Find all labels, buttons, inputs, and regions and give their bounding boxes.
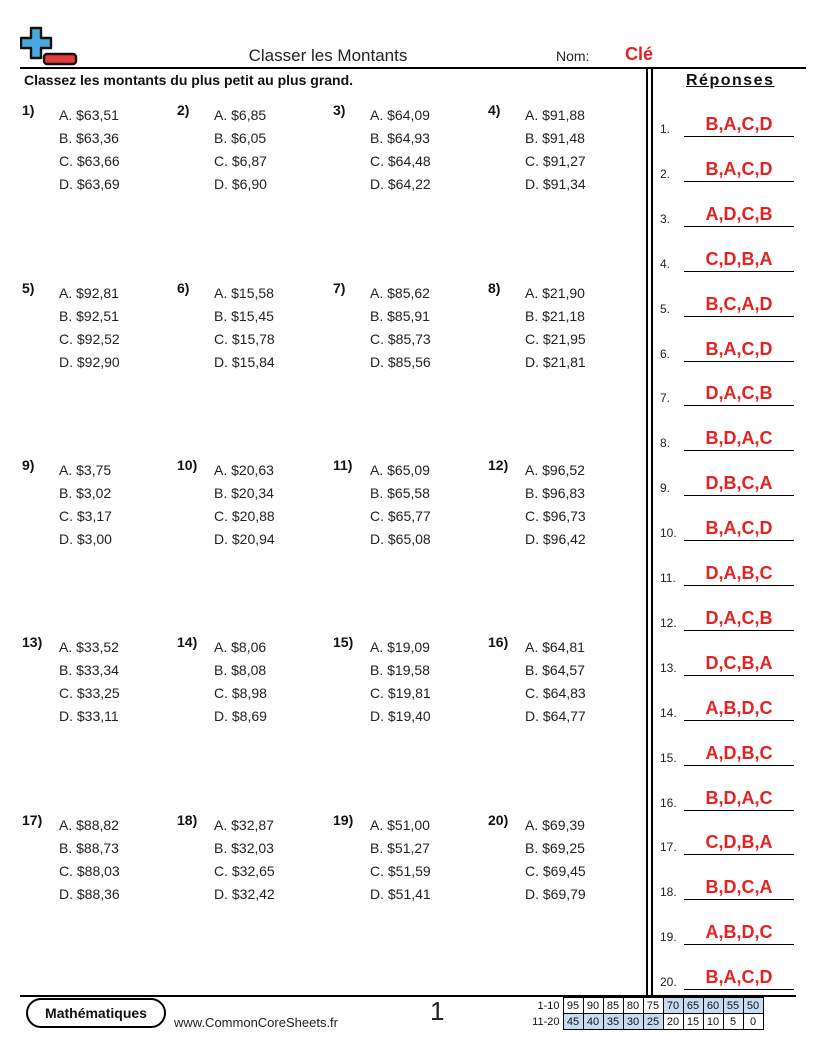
score-cell: 30	[623, 1014, 643, 1030]
problem-option: D. $21,81	[525, 354, 586, 370]
problem-option: A. $64,09	[370, 107, 430, 123]
answer-value: A,D,B,C	[705, 742, 773, 763]
answer-row	[660, 244, 794, 274]
problem-option: C. $8,98	[214, 685, 267, 701]
answer-number: 4.	[660, 256, 671, 271]
column-divider	[646, 67, 648, 995]
answer-line	[684, 944, 794, 945]
problem-option: C. $6,87	[214, 153, 267, 169]
answer-line	[684, 450, 794, 451]
problem-option: C. $65,77	[370, 508, 431, 524]
subject-badge: Mathématiques	[26, 998, 166, 1028]
page-number: 1	[430, 996, 445, 1026]
score-cell: 85	[603, 998, 623, 1014]
problem-number: 19)	[333, 812, 354, 828]
answer-line	[684, 854, 794, 855]
problem	[333, 457, 483, 557]
answer-value: B,D,A,C	[705, 787, 773, 808]
answer-line	[684, 720, 794, 721]
answer-row	[660, 603, 794, 633]
answer-number: 15.	[660, 750, 677, 765]
problem-option: D. $33,11	[59, 708, 119, 724]
score-cell: 15	[683, 1014, 703, 1030]
answer-row	[660, 423, 794, 453]
score-cell: 20	[663, 1014, 683, 1030]
problem-number: 15)	[333, 634, 354, 650]
problem-option: D. $92,90	[59, 354, 120, 370]
answer-value: A,B,D,C	[705, 922, 773, 943]
answer-value: D,C,B,A	[705, 652, 773, 673]
problem-option: D. $20,94	[214, 531, 275, 547]
problem-option: A. $64,81	[525, 639, 585, 655]
problem-option: D. $69,79	[525, 886, 586, 902]
problem-option: B. $19,58	[370, 662, 430, 678]
answer-number: 5.	[660, 301, 671, 316]
answer-value: D,A,B,C	[705, 563, 773, 583]
answer-row	[660, 289, 794, 319]
problem-option: B. $33,34	[59, 662, 119, 678]
score-table	[529, 997, 764, 1030]
problem	[177, 812, 327, 912]
answer-line	[684, 585, 794, 586]
answer-line	[684, 630, 794, 631]
header-divider	[20, 67, 806, 69]
score-cell: 0	[743, 1014, 763, 1030]
problem-option: C. $33,25	[59, 685, 120, 701]
answer-number: 10.	[660, 526, 677, 541]
answer-line	[684, 271, 794, 272]
answer-row	[660, 513, 794, 543]
problem-option: A. $51,00	[370, 817, 430, 833]
answer-number: 11.	[660, 571, 676, 585]
answer-line	[684, 316, 794, 317]
score-cell: 65	[683, 998, 703, 1014]
problem-option: A. $88,82	[59, 817, 119, 833]
problem-option: C. $15,78	[214, 331, 275, 347]
problem-option: B. $88,73	[59, 840, 119, 856]
problem-option: A. $19,09	[370, 639, 430, 655]
problem	[177, 457, 327, 557]
problem-number: 1)	[22, 102, 35, 118]
problem-option: A. $21,90	[525, 285, 585, 301]
problem-option: C. $88,03	[59, 863, 120, 879]
answer-line	[684, 989, 794, 990]
score-cell: 50	[743, 998, 763, 1014]
problem-option: D. $63,69	[59, 176, 120, 192]
answer-line	[684, 495, 794, 496]
score-cell: 55	[723, 998, 743, 1014]
problem-option: C. $51,59	[370, 863, 431, 879]
answer-value: B,C,A,D	[705, 293, 773, 314]
name-label: Nom:	[556, 48, 590, 64]
problem-option: B. $21,18	[525, 308, 585, 324]
problem	[333, 634, 483, 734]
problem	[22, 280, 172, 380]
answer-line	[684, 226, 794, 227]
plus-minus-logo-icon	[20, 24, 80, 68]
score-row-label: 11-20	[532, 1015, 560, 1028]
problem	[333, 812, 483, 912]
problem-option: D. $51,41	[370, 886, 431, 902]
problem-option: B. $20,34	[214, 485, 274, 501]
problem-option: B. $69,25	[525, 840, 585, 856]
problem-option: A. $91,88	[525, 107, 585, 123]
problem-option: C. $21,95	[525, 331, 586, 347]
score-cell: 40	[583, 1014, 603, 1030]
problem-option: B. $8,08	[214, 662, 267, 678]
answer-value: D,A,C,B	[705, 383, 773, 404]
problem	[488, 280, 638, 380]
answer-number: 6.	[660, 346, 671, 361]
answer-value: C,D,B,A	[705, 248, 773, 269]
answer-line	[684, 181, 794, 182]
problem-option: B. $65,58	[370, 485, 430, 501]
problem-number: 11)	[333, 457, 353, 473]
answer-number: 12.	[660, 615, 677, 630]
problem-number: 7)	[333, 280, 346, 296]
answer-row	[660, 154, 794, 184]
problem-option: A. $96,52	[525, 462, 585, 478]
problem-option: D. $85,56	[370, 354, 431, 370]
problem-option: C. $20,88	[214, 508, 275, 524]
problem-number: 9)	[22, 457, 35, 473]
score-cell: 10	[703, 1014, 723, 1030]
problem-option: D. $8,69	[214, 708, 267, 724]
problem	[488, 457, 638, 557]
problem-option: D. $6,90	[214, 176, 267, 192]
answer-row	[660, 334, 794, 364]
problem-option: B. $15,45	[214, 308, 274, 324]
problem-option: C. $91,27	[525, 153, 586, 169]
problem-option: D. $32,42	[214, 886, 275, 902]
problem	[333, 102, 483, 202]
answer-row	[660, 872, 794, 902]
answer-number: 2.	[660, 166, 671, 181]
answer-row	[660, 468, 794, 498]
problem-number: 18)	[177, 812, 198, 828]
problem-option: B. $51,27	[370, 840, 430, 856]
answer-number: 8.	[660, 436, 671, 451]
score-cell: 60	[703, 998, 723, 1014]
answer-number: 20.	[660, 975, 677, 990]
name-value: Clé	[625, 44, 654, 64]
problem-option: A. $15,58	[214, 285, 274, 301]
problem-option: B. $64,93	[370, 130, 430, 146]
problem-number: 16)	[488, 634, 509, 650]
answer-value: B,A,C,D	[705, 338, 773, 359]
problem	[22, 102, 172, 202]
problem-option: D. $64,77	[525, 708, 586, 724]
problem-option: B. $63,36	[59, 130, 119, 146]
answer-row	[660, 693, 794, 723]
problem-number: 2)	[177, 102, 190, 118]
answer-line	[684, 899, 794, 900]
problem-number: 8)	[488, 280, 501, 296]
problem-option: B. $91,48	[525, 130, 585, 146]
problem-number: 12)	[488, 457, 509, 473]
answer-line	[684, 405, 794, 406]
problem	[488, 812, 638, 912]
problem-option: B. $64,57	[525, 662, 585, 678]
problem	[177, 634, 327, 734]
problem-option: A. $8,06	[214, 639, 267, 655]
answer-row	[660, 738, 794, 768]
score-cell: 5	[723, 1014, 743, 1030]
score-cell: 90	[583, 998, 603, 1014]
answer-number: 13.	[660, 660, 677, 675]
answer-row	[660, 962, 794, 992]
problem-option: B. $6,05	[214, 130, 267, 146]
problem-option: B. $96,83	[525, 485, 585, 501]
answer-number: 3.	[660, 211, 671, 226]
problem-option: D. $88,36	[59, 886, 120, 902]
answer-value: D,A,C,B	[705, 607, 773, 628]
problem-option: C. $85,73	[370, 331, 431, 347]
score-cell: 70	[663, 998, 683, 1014]
page-title: Classer les Montants	[248, 46, 408, 65]
problem-option: B. $85,91	[370, 308, 430, 324]
problem-number: 14)	[177, 634, 198, 650]
score-row	[529, 1014, 763, 1030]
problem-number: 20)	[488, 812, 509, 828]
column-divider	[651, 67, 653, 995]
problem-option: D. $96,42	[525, 531, 586, 547]
problem-option: A. $85,62	[370, 285, 430, 301]
answer-value: B,A,C,D	[705, 114, 773, 134]
score-row	[529, 998, 763, 1014]
problem-option: C. $96,73	[525, 508, 586, 524]
answer-value: B,D,C,A	[705, 877, 773, 898]
answer-value: B,A,C,D	[705, 158, 773, 179]
problem-option: A. $92,81	[59, 285, 119, 301]
problem-option: A. $3,75	[59, 462, 112, 478]
answer-number: 16.	[660, 795, 677, 810]
problem-number: 13)	[22, 634, 43, 650]
answer-value: B,D,A,C	[705, 428, 773, 449]
problem	[333, 280, 483, 380]
problem	[22, 457, 172, 557]
answer-value: A,B,D,C	[705, 697, 773, 718]
problem-option: C. $63,66	[59, 153, 120, 169]
problem-option: A. $69,39	[525, 817, 585, 833]
problem-number: 17)	[22, 812, 43, 828]
score-cell: 75	[643, 998, 663, 1014]
problem-option: A. $20,63	[214, 462, 274, 478]
problem-option: C. $19,81	[370, 685, 431, 701]
problem-number: 6)	[177, 280, 190, 296]
answer-number: 14.	[660, 705, 677, 720]
answer-number: 18.	[660, 885, 677, 900]
instructions: Classez les montants du plus petit au plus grand.	[24, 72, 354, 88]
answer-value: B,A,C,D	[705, 967, 773, 988]
answer-row	[660, 917, 794, 947]
answer-value: B,A,C,D	[705, 518, 773, 539]
problem-option: C. $32,65	[214, 863, 275, 879]
answer-row	[660, 783, 794, 813]
problem-option: B. $3,02	[59, 485, 112, 501]
answer-number: 1.	[660, 122, 671, 136]
problem-option: D. $3,00	[59, 531, 112, 547]
problem-option: D. $19,40	[370, 708, 431, 724]
score-cell: 80	[623, 998, 643, 1014]
score-cell: 95	[563, 998, 583, 1014]
answer-row	[660, 558, 794, 588]
problem-option: B. $92,51	[59, 308, 119, 324]
answer-line	[684, 540, 794, 541]
answer-number: 17.	[660, 840, 677, 855]
problem-option: D. $65,08	[370, 531, 431, 547]
answer-row	[660, 378, 794, 408]
answer-row	[660, 648, 794, 678]
problem-option: C. $64,48	[370, 153, 431, 169]
problem	[22, 634, 172, 734]
problem-option: A. $6,85	[214, 107, 267, 123]
answer-row	[660, 199, 794, 229]
score-row-label: 1-10	[537, 999, 560, 1012]
problem	[177, 102, 327, 202]
answer-value: D,B,C,A	[705, 473, 773, 494]
problem	[22, 812, 172, 912]
problem-option: C. $64,83	[525, 685, 586, 701]
answer-number: 19.	[660, 930, 677, 945]
problem	[177, 280, 327, 380]
problem	[488, 102, 638, 202]
site-url: www.CommonCoreSheets.fr	[174, 1015, 338, 1030]
answer-line	[684, 361, 794, 362]
answer-line	[684, 136, 794, 137]
answer-value: A,D,C,B	[705, 203, 773, 224]
problem	[488, 634, 638, 734]
answers-title: Réponses	[686, 72, 775, 89]
answer-number: 9.	[660, 481, 671, 496]
problem-option: D. $64,22	[370, 176, 431, 192]
problem-option: C. $92,52	[59, 331, 120, 347]
problem-option: D. $15,84	[214, 354, 275, 370]
problem-number: 3)	[333, 102, 346, 118]
answer-line	[684, 675, 794, 676]
problem-option: A. $63,51	[59, 107, 119, 123]
answer-line	[684, 810, 794, 811]
problem-number: 5)	[22, 280, 35, 296]
problem-number: 4)	[488, 102, 501, 118]
problem-option: C. $69,45	[525, 863, 586, 879]
problem-option: C. $3,17	[59, 508, 112, 524]
problem-option: A. $33,52	[59, 639, 119, 655]
answer-number: 7.	[660, 391, 671, 406]
problem-option: D. $91,34	[525, 176, 586, 192]
score-cell: 35	[603, 1014, 623, 1030]
answer-value: C,D,B,A	[705, 832, 773, 853]
problem-option: B. $32,03	[214, 840, 274, 856]
problem-number: 10)	[177, 457, 198, 473]
score-cell: 45	[563, 1014, 583, 1030]
answer-line	[684, 765, 794, 766]
answer-row	[660, 109, 794, 139]
score-cell: 25	[643, 1014, 663, 1030]
problem-option: A. $32,87	[214, 817, 274, 833]
answer-row	[660, 827, 794, 857]
problem-option: A. $65,09	[370, 462, 430, 478]
